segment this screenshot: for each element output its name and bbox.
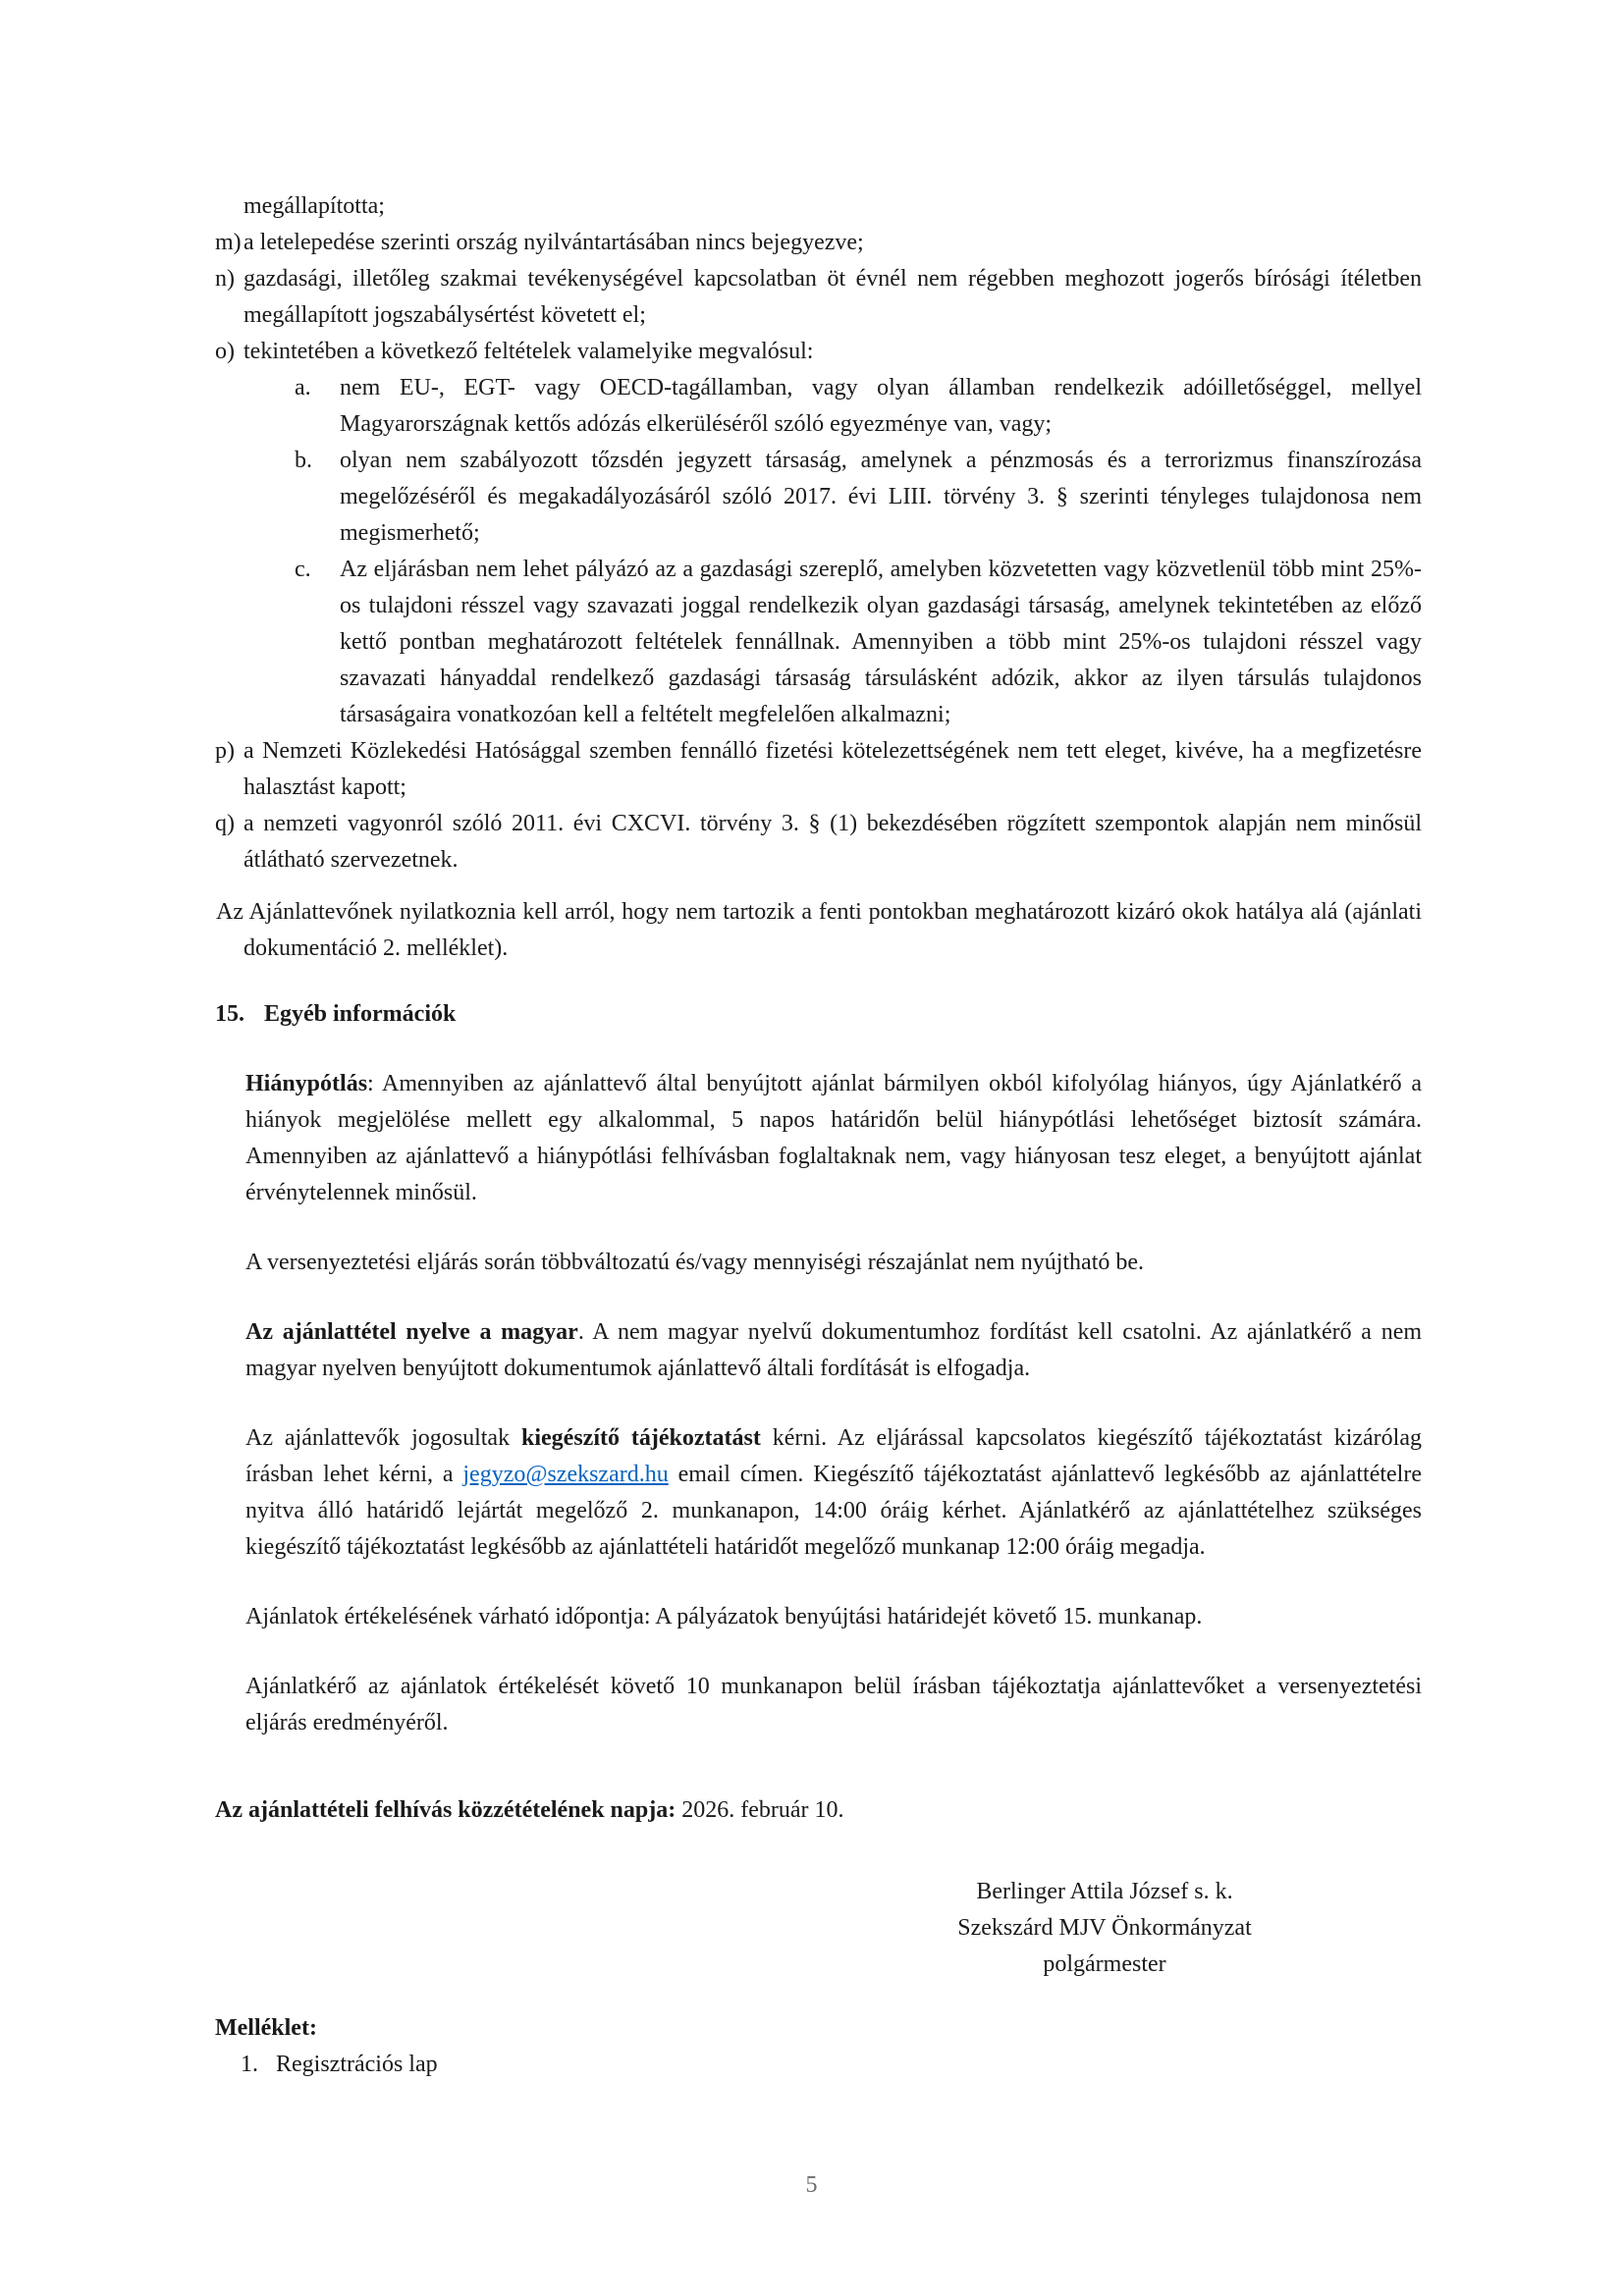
section-heading (201, 996, 1422, 1033)
attachment-marker: 1. (241, 2052, 258, 2077)
list-item-o (201, 334, 1422, 370)
sublist-item-a (201, 370, 1422, 443)
sublist-item-text: nem EU-, EGT- vagy OECD-tagállamban, vagy olyan államban rendelkezik adóilletőséggel, mellyel Magyarországnak kettős adózás elkerüléséről szóló egyezménye van, vagy; (340, 375, 1422, 437)
signature-block (879, 1874, 1330, 1983)
attachment-text: Regisztrációs lap (276, 2052, 438, 2077)
paragraph-nyelv (245, 1314, 1422, 1387)
section-number: 15. (215, 1001, 244, 1027)
paragraph-versenyeztetes: A versenyeztetési eljárás során többváltozatú és/vagy mennyiségi részajánlat nem nyújtható be. (245, 1250, 1145, 1275)
paragraph-lead-bold: Hiánypótlás (245, 1071, 368, 1096)
signature-name: Berlinger Attila József s. k. (976, 1879, 1233, 1904)
list-item-p (201, 733, 1422, 806)
list-item-n (201, 261, 1422, 334)
paragraph-text: . A nem magyar nyelvű dokumentumhoz fordítást kell csatolni. Az ajánlatkérő a nem magyar nyelven benyújtott dokumentumok ajánlattevő általi fordítását is elfogadja. (245, 1319, 1423, 1381)
list-marker: m) (215, 230, 242, 255)
list-item-m (201, 225, 1422, 261)
paragraph-text: Az ajánlattevők jogosultak (245, 1425, 521, 1451)
paragraph-inline-bold: kiegészítő tájékoztatást (521, 1425, 761, 1451)
list-continuation-text: megállapította; (243, 193, 385, 219)
paragraph-text: : Amennyiben az ajánlattevő által benyújtott ajánlat bármilyen okból kifolyólag hiányos, úgy Ajánlatkérő a hiányok megjelölése mellett egy alkalommal, 5 napos határidőn belül hiánypótlási lehetőséget biztosít számára. Amennyiben az ajánlattevő a hiánypótlási felhívásban foglaltaknak nem, vagy hiányosan tesz eleget, a benyújtott ajánlat érvénytelennek minősül. (245, 1071, 1422, 1205)
list-item-q (201, 806, 1422, 879)
list-item-text: tekintetében a következő feltételek valamelyike megvalósul: (243, 339, 814, 364)
sublist-item-b (201, 443, 1422, 552)
attachment-item (241, 2047, 1422, 2083)
sublist-item-text: Az eljárásban nem lehet pályázó az a gazdasági szereplő, amelyben közvetetten vagy közvetlenül több mint 25%-os tulajdoni résszel vagy szavazati joggal rendelkezik olyan gazdasági társaság, amelynek tekintetében az előző kettő pontban meghatározott feltételek fennállnak. Amennyiben a több mint 25%-os tulajdoni résszel vagy szavazati hányaddal rendelkező gazdasági társaság társulásként adózik, akkor az ilyen társulás tulajdonos társaságaira vonatkozóan kell a feltételt megfelelően alkalmazni; (340, 557, 1422, 727)
publication-lead-bold: Az ajánlattételi felhívás közzétételének napja: (215, 1797, 676, 1823)
paragraph-hianypotlas (245, 1066, 1422, 1211)
list-item-text: gazdasági, illetőleg szakmai tevékenységével kapcsolatban öt évnél nem régebben meghozott jogerős bírósági ítéletben megállapított jogszabálysértést követett el; (243, 266, 1422, 328)
sublist-marker: a. (295, 375, 311, 400)
list-item-text: a Nemzeti Közlekedési Hatósággal szemben fennálló fizetési kötelezettségének nem tett eleget, kivéve, ha a megfizetésre halasztást kapott; (243, 738, 1422, 800)
sublist-item-c (201, 552, 1422, 733)
email-link[interactable]: jegyzo@szekszard.hu (462, 1462, 669, 1487)
signature-org: Szekszárd MJV Önkormányzat (957, 1915, 1252, 1941)
attachments-title: Melléklet: (215, 2015, 317, 2041)
sublist-marker: c. (295, 557, 311, 582)
paragraph-text: kérni. Az eljárással kapcsolatos kiegészítő tájékoztatást kizárólag írásban lehet kérni, a (245, 1425, 1422, 1487)
publication-date-line (215, 1792, 1422, 1829)
sublist-marker: b. (295, 448, 312, 473)
paragraph-text: email címen. Kiegészítő tájékoztatást ajánlattevő legkésőbb az ajánlattételre nyitva álló határidő lejártát megelőző 2. munkanapon, 14:00 óráig kérhet. Ajánlatkérő az ajánlattételhez szükséges kiegészítő tájékoztatást legkésőbb az ajánlattételi határidőt megelőző munkanap 12:00 óráig megadja. (245, 1462, 1422, 1560)
list-item-text: a letelepedése szerinti ország nyilvántartásában nincs bejegyezve; (243, 230, 864, 255)
list-item-text: a nemzeti vagyonról szóló 2011. évi CXCVI. törvény 3. § (1) bekezdésében rögzített szempontok alapján nem minősül átlátható szervezetnek. (243, 811, 1422, 873)
document-content (201, 188, 1422, 2083)
sublist-item-text: olyan nem szabályozott tőzsdén jegyzett társaság, amelynek a pénzmosás és a terrorizmus finanszírozása megelőzéséről és megakadályozásáról szóló 2017. évi LIII. törvény 3. § szerinti tényleges tulajdonosa nem megismerhető; (340, 448, 1422, 546)
page-number: 5 (805, 2172, 818, 2198)
paragraph-kiegeszito (245, 1420, 1422, 1566)
section-title: Egyéb információk (264, 1001, 457, 1027)
paragraph-tajekoztatas: Ajánlatkérő az ajánlatok értékelését követő 10 munkanapon belül írásban tájékoztatja ajánlattevőket a versenyeztetési eljárás eredményéről. (245, 1674, 1422, 1735)
list-marker: n) (215, 266, 235, 292)
signature-role: polgármester (1043, 1951, 1166, 1977)
paragraph-ertekeles: Ajánlatok értékelésének várható időpontja: A pályázatok benyújtási határidejét követő 15. munkanap. (245, 1604, 1203, 1629)
list-marker: q) (215, 811, 235, 836)
paragraph-lead-bold: Az ajánlattétel nyelve a magyar (245, 1319, 578, 1345)
list-marker: p) (215, 738, 235, 764)
publication-date: 2026. február 10. (676, 1797, 844, 1823)
declaration-paragraph: Az Ajánlattevőnek nyilatkoznia kell arról, hogy nem tartozik a fenti pontokban meghatározott kizáró okok hatálya alá (ajánlati dokumentáció 2. melléklet). (216, 899, 1422, 961)
list-marker: o) (215, 339, 235, 364)
